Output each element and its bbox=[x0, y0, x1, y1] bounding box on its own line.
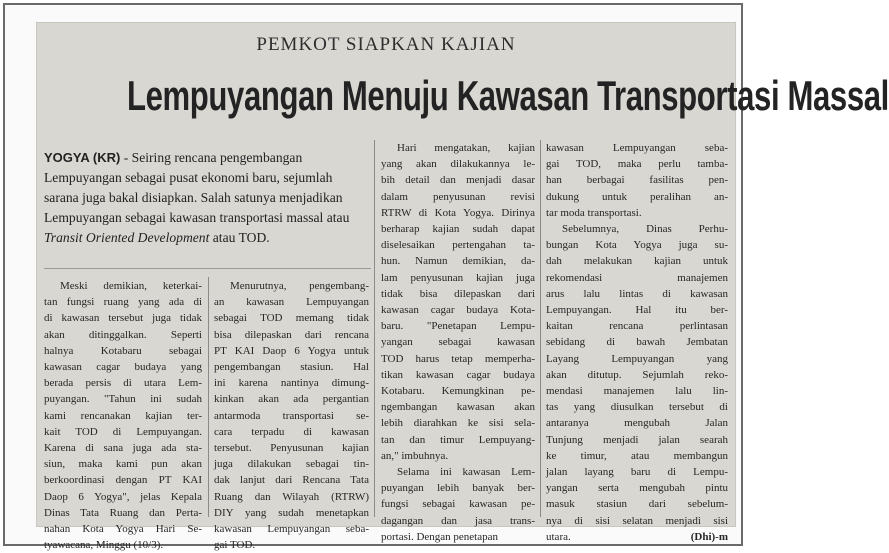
article-line: ngembangan kawasan akan bbox=[381, 401, 535, 414]
article-line: yangan serta mengubah pintu bbox=[546, 482, 728, 495]
article-line: DIY yang sudah menetapkan bbox=[214, 506, 369, 519]
column-rule bbox=[208, 277, 209, 517]
article-line: Meski demikian, keterkai- bbox=[60, 280, 202, 292]
article-line: Layang Lempuyangan yang bbox=[546, 352, 728, 365]
article-line: Daop 6 Yogya", jelas Kepala bbox=[44, 490, 202, 503]
article-line: tidak bisa dilepaskan dari bbox=[381, 287, 535, 300]
article-line: han berbagai fasilitas pen- bbox=[546, 174, 728, 187]
article-kicker: PEMKOT SIAPKAN KAJIAN bbox=[256, 34, 516, 55]
article-line: Lempuyangan. Hal itu ber- bbox=[546, 304, 728, 317]
article-line: berkoordinasi dengan PT KAI bbox=[44, 474, 202, 487]
article-line: diselesaikan pertengahan ta- bbox=[381, 239, 535, 252]
article-line: dukung untuk peralihan an- bbox=[546, 190, 728, 203]
article-line: halnya Kotabaru sebagai bbox=[44, 344, 202, 357]
article-line: gai TOD. bbox=[214, 539, 256, 552]
article-line: tyawacana, Minggu (10/3). bbox=[44, 539, 164, 552]
article-line: rekomendasi manajemen bbox=[546, 271, 728, 284]
article-line: cara terpadu di kawasan bbox=[214, 425, 369, 438]
article-line: mendasi manajemen lalu lin- bbox=[546, 385, 728, 398]
article-line: kaitan rencana perlintasan bbox=[546, 320, 728, 333]
article-line: yang akan dilakukannya le- bbox=[381, 158, 535, 171]
article-line: puyangan lebih banyak ber- bbox=[381, 482, 535, 495]
article-line: gai TOD, maka perlu tamba- bbox=[546, 158, 728, 171]
article-line: ke timur, atau membangun bbox=[546, 449, 728, 462]
lead-text-1: - Seiring rencana pengembangan Lempuyangan sebagai pusat ekonomi baru, sejumlah sarana juga bakal disiapkan. Salah satunya menjadikan Lempuyangan sebagai kawasan transportasi massal atau bbox=[44, 150, 350, 225]
article-line: nahan Kota Yogya Hari Se- bbox=[44, 523, 202, 536]
article-line: Kotabaru. Kemungkinan pe- bbox=[381, 385, 535, 398]
article-line: antaranya mengubah Jalan bbox=[546, 417, 728, 430]
lead-divider bbox=[44, 268, 371, 269]
article-line: tan fungsi ruang yang ada di bbox=[44, 296, 202, 309]
lead-text-2: atau TOD. bbox=[209, 230, 270, 245]
article-line: fungsi sebagai kawasan pe- bbox=[381, 498, 535, 511]
article-line: bih detail dan menjadi dasar bbox=[381, 174, 535, 187]
article-line: jalan layang baru di Lempu- bbox=[546, 466, 728, 479]
article-line: portasi. Dengan penetapan bbox=[381, 530, 498, 543]
article-line: tan dan timur Lempuyang- bbox=[381, 433, 535, 446]
article-column-2 bbox=[214, 278, 369, 553]
article-line: TOD harus tetap memperha- bbox=[381, 352, 535, 365]
article-line: tikan kawasan cagar budaya bbox=[381, 368, 535, 381]
article-line: kami rencanakan kajian ter- bbox=[44, 409, 202, 422]
author-signature: (Dhi)-m bbox=[690, 530, 728, 543]
article-line: utara. (Dhi)-m bbox=[546, 529, 728, 545]
article-line: antarmoda transportasi se- bbox=[214, 409, 369, 422]
article-line: Karena di sana juga ada sta- bbox=[44, 442, 202, 455]
article-line: baru. "Penetapan Lempu- bbox=[381, 320, 535, 333]
article-column-3 bbox=[381, 140, 535, 545]
article-line: masuk stasiun dari sebelum- bbox=[546, 498, 728, 511]
article-line: kait TOD di Lempuyangan. bbox=[44, 425, 202, 438]
article-line: sebidang di bawah Jembatan bbox=[546, 336, 728, 349]
article-line: tersebut. Penyusunan kajian bbox=[214, 442, 369, 455]
article-line: kawasan cagar budaya yang bbox=[44, 361, 202, 374]
article-column-4 bbox=[546, 140, 728, 545]
article-line: dagangan dan jasa trans- bbox=[381, 514, 535, 527]
article-line: nya di sisi selatan menjadi sisi bbox=[546, 514, 728, 527]
article-headline: Lempuyangan Menuju Kawasan Transportasi Massal bbox=[127, 72, 889, 119]
article-line: an," imbuhnya. bbox=[381, 449, 449, 462]
article-line: PT KAI Daop 6 Yogya untuk bbox=[214, 344, 369, 357]
article-line: Ruang dan Wilayah (RTRW) bbox=[214, 490, 369, 503]
article-line: Selama ini kawasan Lem- bbox=[397, 466, 535, 479]
lead-paragraph bbox=[44, 148, 369, 248]
article-line: sebagai TOD memang tidak bbox=[214, 312, 369, 325]
article-line: an kawasan Lempuyangan bbox=[214, 296, 369, 309]
article-line: Dinas Tata Ruang dan Perta- bbox=[44, 506, 202, 519]
article-line: RTRW di Kota Yogya. Dirinya bbox=[381, 206, 535, 219]
article-line: ini karena nantinya dimung- bbox=[214, 377, 369, 390]
article-line: kawasan Lempuyangan seba- bbox=[214, 523, 369, 536]
newspaper-clipping bbox=[36, 22, 889, 552]
article-line: bisa dilepaskan dari rencana bbox=[214, 328, 369, 341]
article-line: Sebelumnya, Dinas Perhu- bbox=[562, 223, 728, 236]
article-line: bungan Kota Yogya juga su- bbox=[546, 239, 728, 252]
article-line: hun. Namun demikian, da- bbox=[381, 255, 535, 268]
article-column-1 bbox=[44, 278, 202, 553]
article-line: berharap kajian sudah dapat bbox=[381, 223, 535, 236]
article-line: pengembangan stasiun. Hal bbox=[214, 361, 369, 374]
article-line: yangan sebagai kawasan bbox=[381, 336, 535, 349]
article-line: kawasan Lempuyangan seba- bbox=[546, 142, 728, 154]
article-line: dalam penyusunan revisi bbox=[381, 190, 535, 203]
column-rule bbox=[374, 140, 375, 517]
article-line: lam penyusunan kajian juga bbox=[381, 271, 535, 284]
article-line: dah melakukan kajian untuk bbox=[546, 255, 728, 268]
article-line: arus lalu lintas di kawasan bbox=[546, 287, 728, 300]
article-line: Tunjung menjadi jalan searah bbox=[546, 433, 728, 446]
article-line: puyangan. "Tahun ini sudah bbox=[44, 393, 202, 406]
article-line: akan ditutup. Sejumlah reko- bbox=[546, 368, 728, 381]
article-line: juga dilakukan sebagai tin- bbox=[214, 458, 369, 471]
article-line: kinkan akan ada pergantian bbox=[214, 393, 369, 406]
article-line: Hari mengatakan, kajian bbox=[397, 142, 535, 154]
article-line: berada persis di utara Lem- bbox=[44, 377, 202, 390]
byline: YOGYA (KR) bbox=[44, 150, 121, 165]
article-line: tar moda transportasi. bbox=[546, 206, 642, 219]
article-line: Menurutnya, pengembang- bbox=[230, 280, 369, 292]
article-line: lebih diarahkan ke sisi sela- bbox=[381, 417, 535, 430]
article-line: tas yang diusulkan tersebut di bbox=[546, 401, 728, 414]
article-line: kawasan cagar budaya Kota- bbox=[381, 304, 535, 317]
article-line: akan ditinggalkan. Seperti bbox=[44, 328, 202, 341]
article-line: siun, maka kami pun akan bbox=[44, 458, 202, 471]
column-rule bbox=[540, 140, 541, 517]
article-line: di kawasan tersebut juga tidak bbox=[44, 312, 202, 325]
article-line: dak lanjut dari Rencana Tata bbox=[214, 474, 369, 487]
lead-italic: Transit Oriented Development bbox=[44, 230, 210, 245]
